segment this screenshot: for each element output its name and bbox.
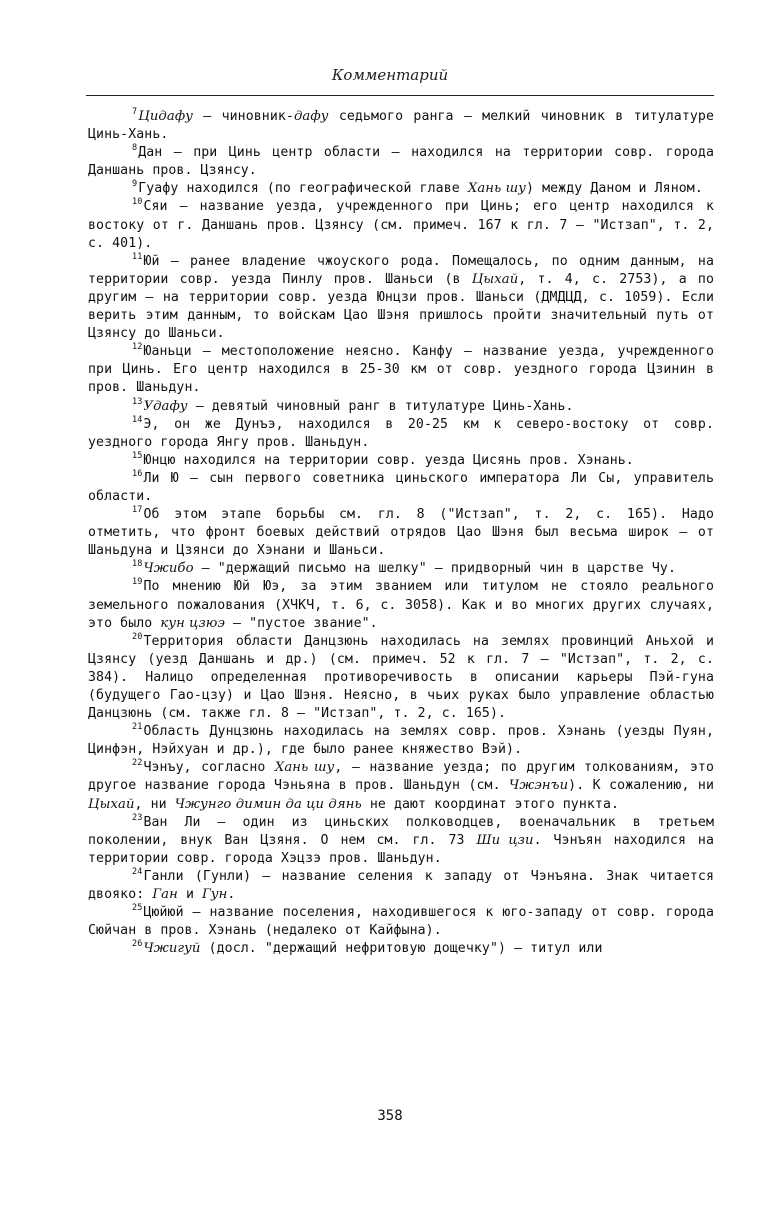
note-number: 18 — [132, 559, 143, 570]
note-23 — [88, 814, 714, 868]
note-text: Ганли (Гунли) — название селения к западу от Чэнъяна. Знак читается двояко: — [88, 868, 714, 903]
note-text: Дан — при Цинь центр области — находился на территории совр. города Даншань пров. Цзянсу. — [88, 145, 714, 179]
note-term: Ган — [152, 887, 178, 903]
note-text: — чиновник- — [193, 109, 294, 124]
note-number: 14 — [132, 414, 143, 425]
note-number: 10 — [132, 197, 143, 208]
note-14 — [88, 416, 714, 452]
note-text: ). К сожалению, ни — [568, 778, 714, 794]
note-term: Чжигуй — [143, 941, 201, 957]
note-text: Сяи — название уезда, учрежденного при Цинь; его центр находился к востоку от г. Даншань пров. Цзянсу (см. примеч. 167 к гл. 7 — "Истзап", т. 2, с. 401). — [88, 199, 714, 251]
note-number: 24 — [132, 866, 143, 877]
note-26 — [88, 940, 714, 958]
note-text: , ни — [134, 796, 175, 812]
note-number: 11 — [132, 251, 143, 262]
note-10 — [88, 198, 714, 252]
note-text: Юаньци — местоположение неясно. Канфу — название уезда, учрежденного при Цинь. Его центр находился в 25-30 км от совр. уездного города Цзинин в пров. Шаньдун. — [88, 344, 714, 396]
note-term: Чжибо — [143, 561, 194, 577]
note-number: 9 — [132, 179, 138, 190]
note-text: Юнцю находился на территории совр. уезда Цисянь пров. Хэнань. — [143, 452, 634, 468]
note-16 — [88, 470, 714, 506]
note-term: Хань шу — [467, 181, 526, 197]
note-text: Чэнъу, согласно — [143, 760, 275, 776]
note-12 — [88, 343, 714, 397]
note-21 — [88, 723, 714, 759]
note-22 — [88, 759, 714, 813]
note-text: . — [227, 887, 236, 903]
note-number: 19 — [132, 577, 143, 588]
note-term: Чжэнъи — [509, 778, 569, 794]
note-number: 16 — [132, 468, 143, 479]
note-number: 20 — [132, 631, 143, 642]
note-number: 25 — [132, 903, 143, 914]
note-number: 26 — [132, 939, 143, 950]
note-text: Ван Ли — один из циньских полководцев, военачальник в третьем поколении, внук Ван Цзяня. О нем см. гл. 73 — [88, 814, 714, 848]
note-text: . Чэнъян находился на территории совр. города Хэцзэ пров. Шаньдун. — [88, 832, 714, 866]
note-text: — "пустое звание". — [224, 615, 378, 631]
note-text: (досл. "держащий нефритовую дощечку") — титул или — [200, 941, 603, 957]
note-11 — [88, 253, 714, 343]
running-header: Комментарий — [331, 66, 449, 84]
note-number: 15 — [132, 450, 143, 461]
note-term: Цидафу — [138, 109, 194, 124]
note-text: Э, он же Дунъэ, находился в 20-25 км к северо-востоку от совр. уездного города Янгу пров. Шаньдун. — [88, 416, 714, 450]
note-number: 22 — [132, 758, 143, 769]
note-number: 13 — [132, 396, 143, 407]
note-19 — [88, 578, 714, 632]
note-term: Хань шу — [274, 760, 335, 776]
note-text: не дают координат этого пункта. — [361, 796, 620, 812]
header-rule — [86, 95, 714, 96]
note-text: Область Дунцзюнь находилась на землях совр. пров. Хэнань (уезды Пуян, Цинфэн, Нэйхуан и др.), где было ранее княжество Вэй). — [88, 724, 714, 758]
note-text: ) между Даном и Ляном. — [526, 181, 703, 197]
note-term: Цыхай — [88, 796, 135, 812]
note-number: 17 — [132, 505, 143, 516]
note-text: — девятый чиновный ранг в титулатуре Цинь-Хань. — [187, 398, 574, 414]
note-text: — "держащий письмо на шелку" — придворный чин в царстве Чу. — [193, 561, 676, 577]
note-term: кун цзюэ — [160, 615, 225, 631]
note-text: , — название уезда; по другим толкованиям, это другое название города Чэньяна в пров. Шаньдун (см. — [88, 760, 714, 794]
note-text: , т. 4, с. 2753), а по другим — на территории совр. уезда Юнцзи пров. Шаньси (ДМДЦД, с. 1059). Если верить этим данным, то войскам Цао Шэня пришлось пройти значительный путь от Цзянсу до Шаньси. — [88, 271, 714, 342]
note-text: Юй — ранее владение чжоуского рода. Помещалось, по одним данным, на территории совр. уезда Пинлу пров. Шаньси (в — [88, 253, 714, 287]
note-17 — [88, 506, 714, 560]
note-13 — [88, 398, 714, 416]
note-text: По мнению Юй Юэ, за этим званием или титулом не стояло реального земельного пожалования (ХЧКЧ, т. 6, с. 3058). Как и во многих других случаях, это было — [88, 579, 714, 631]
note-text: Гуафу находился (по географической главе — [138, 181, 468, 197]
note-number: 7 — [132, 107, 138, 117]
note-text: седьмого ранга — мелкий чиновник в титулатуре Цинь-Хань. — [88, 109, 714, 143]
note-term: дафу — [293, 109, 329, 124]
note-term: Удафу — [143, 398, 188, 414]
note-15 — [88, 452, 714, 470]
note-number: 23 — [132, 812, 143, 823]
note-20 — [88, 633, 714, 723]
note-number: 8 — [132, 143, 138, 154]
note-25 — [88, 904, 714, 940]
note-term: Гун — [202, 887, 228, 903]
note-7 — [88, 108, 714, 144]
note-term: Цыхай — [471, 271, 519, 287]
note-text: Цюйюй — название поселения, находившегося к юго-западу от совр. города Сюйчан в пров. Хэнань (недалеко от Кайфына). — [88, 905, 714, 939]
note-number: 21 — [132, 722, 143, 733]
note-term: Чжунго димин да ци дянь — [174, 796, 362, 812]
commentary-notes — [88, 108, 714, 958]
note-text: и — [177, 887, 203, 903]
note-9 — [88, 180, 714, 198]
page-number: 358 — [377, 1108, 403, 1124]
note-24 — [88, 868, 714, 904]
note-8 — [88, 144, 714, 180]
note-text: Ли Ю — сын первого советника циньского императора Ли Сы, управитель области. — [88, 470, 714, 504]
note-text: Территория области Данцзюнь находилась на землях провинций Аньхой и Цзянсу (уезд Даншань и др.) (см. примеч. 52 к гл. 7 — "Истзап", т. 2, с. 384). Налицо определенная противоречивость в описании карьеры Пэй-гуна (будущего Гао-цзу) и Цао Шэня. Неясно, в чьих руках было управление областью Данцзюнь (см. также гл. 8 — "Истзап", т. 2, с. 165). — [88, 633, 714, 722]
note-text: Об этом этапе борьбы см. гл. 8 ("Истзап", т. 2, с. 165). Надо отметить, что фронт боевых действий отрядов Цао Шэня был весьма широк — от Шаньдуна и Цзянси до Хэнани и Шаньси. — [88, 507, 714, 559]
note-18 — [88, 560, 714, 578]
note-number: 12 — [132, 342, 143, 353]
note-term: Ши цзи — [476, 832, 534, 848]
